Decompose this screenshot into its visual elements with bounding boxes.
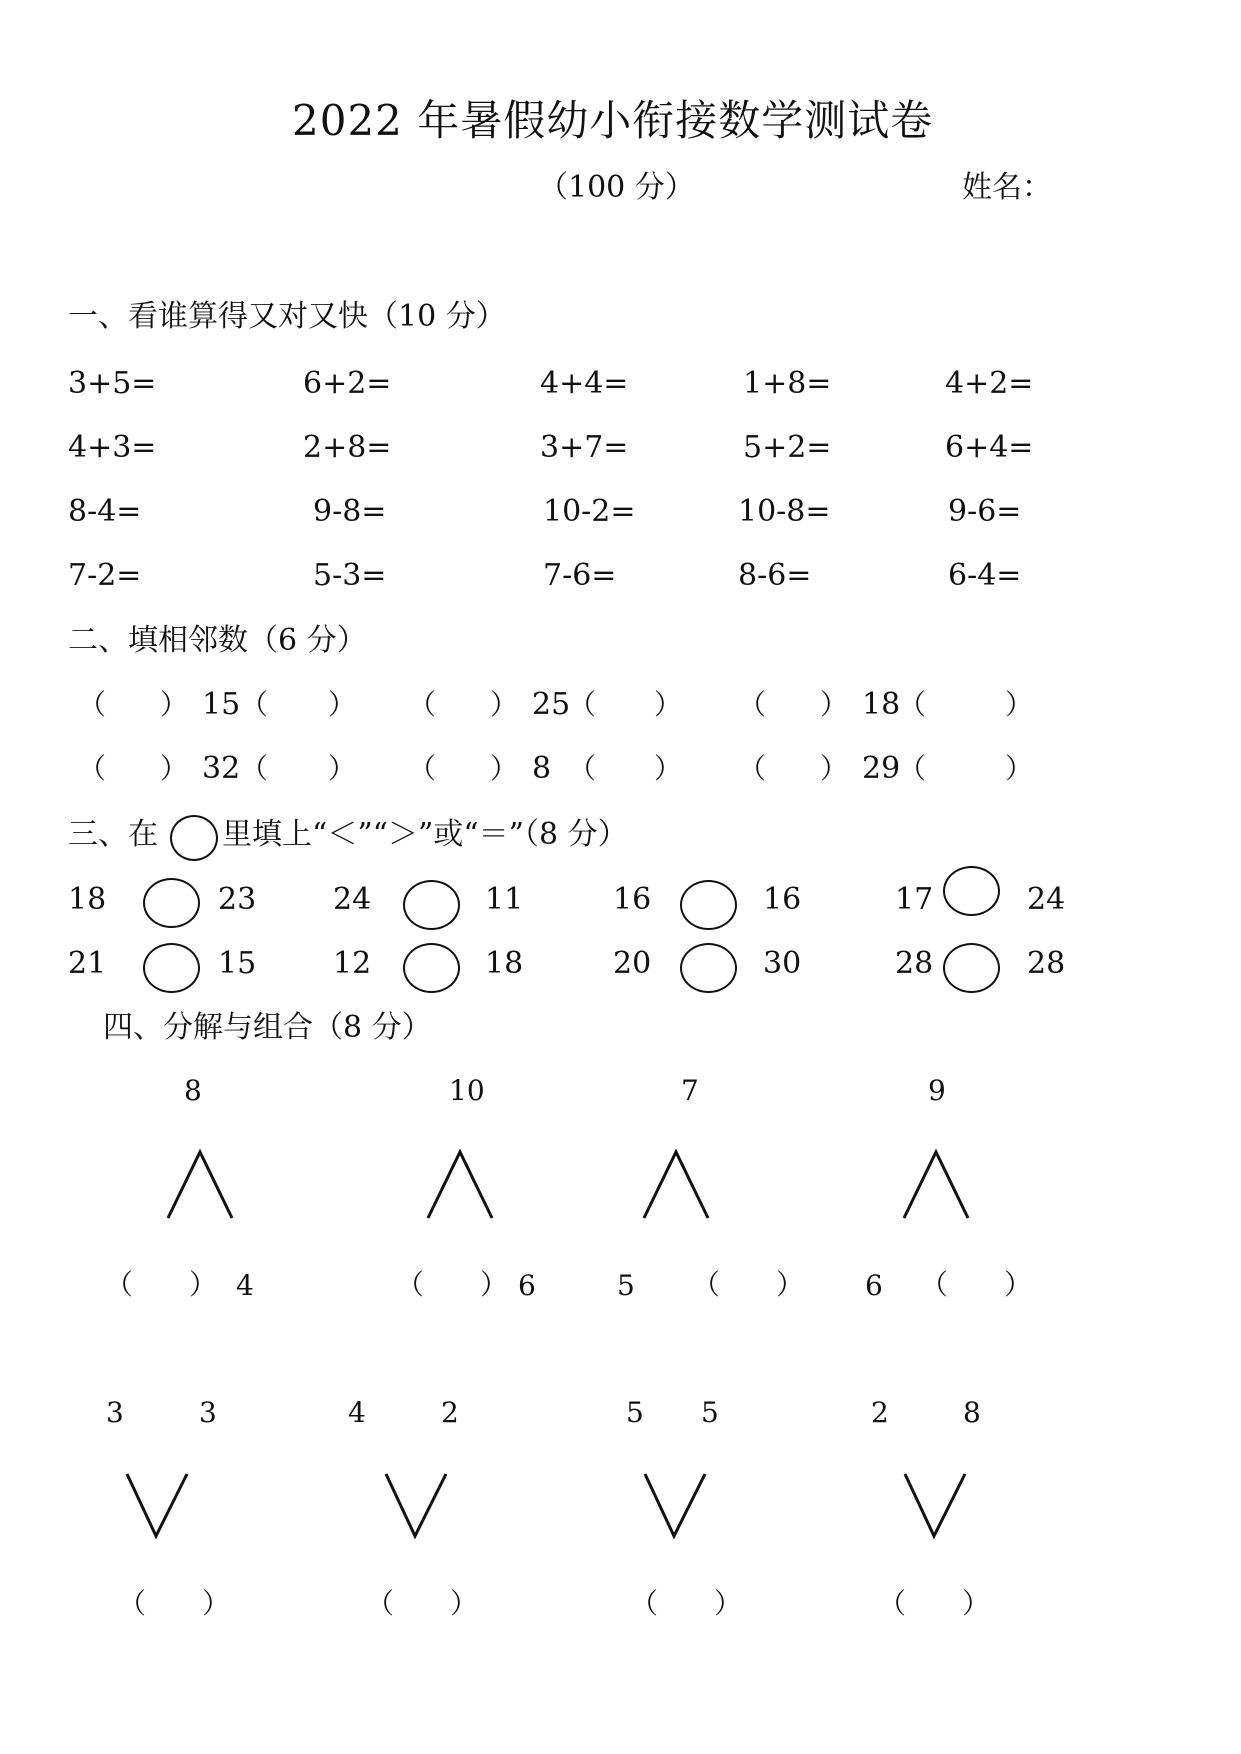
compare-left: 16: [613, 882, 652, 917]
split-lines-icon: [896, 1148, 976, 1220]
compose-left-part: 3: [106, 1396, 124, 1429]
paren-close: ）: [328, 752, 357, 785]
answer-blank[interactable]: [270, 686, 330, 726]
paren-open: （: [240, 752, 269, 785]
compose-total-blank[interactable]: （ ）: [878, 1587, 991, 1620]
problem-1-1: 3+5=: [68, 366, 157, 401]
adjacent-number: 15: [202, 687, 241, 722]
decompose-total: 7: [681, 1074, 699, 1107]
paren-close: ）: [820, 688, 849, 721]
paren-open: （: [898, 688, 927, 721]
compare-right: 18: [485, 946, 524, 981]
problem-1-3: 4+4=: [540, 366, 629, 401]
compose-left-part: 2: [871, 1396, 889, 1429]
split-lines-icon: [420, 1148, 500, 1220]
heading-circle-icon: [170, 815, 218, 861]
paren-open: （: [408, 752, 437, 785]
paren-close: ）: [654, 688, 683, 721]
compare-circle[interactable]: [403, 943, 460, 993]
page-title: 2022 年暑假幼小衔接数学测试卷: [292, 96, 934, 145]
decompose-left-part[interactable]: （ ）: [105, 1268, 218, 1301]
paren-open: （: [78, 688, 107, 721]
answer-blank[interactable]: [598, 686, 658, 726]
decompose-right-part: 6: [518, 1269, 536, 1302]
name-label: 姓名：: [962, 170, 1052, 205]
problem-3-1: 8-4=: [68, 494, 142, 529]
compare-circle[interactable]: [143, 943, 200, 993]
compose-right-part: 2: [441, 1396, 459, 1429]
paren-open: （: [240, 688, 269, 721]
problem-4-1: 7-2=: [68, 558, 142, 593]
compare-circle[interactable]: [943, 866, 1000, 916]
problem-4-2: 5-3=: [313, 558, 387, 593]
compare-right: 11: [485, 882, 524, 917]
merge-lines-icon: [640, 1468, 710, 1540]
problem-2-2: 2+8=: [303, 430, 392, 465]
merge-lines-icon: [381, 1468, 451, 1540]
decompose-right-part[interactable]: （ ）: [692, 1268, 805, 1301]
compare-circle[interactable]: [680, 880, 737, 930]
answer-blank[interactable]: [105, 750, 165, 790]
answer-blank[interactable]: [935, 686, 995, 726]
decompose-total: 9: [928, 1074, 946, 1107]
compare-circle[interactable]: [403, 880, 460, 930]
paren-close: ）: [820, 752, 849, 785]
compare-left: 21: [68, 946, 107, 981]
compose-right-part: 3: [199, 1396, 217, 1429]
problem-2-4: 5+2=: [743, 430, 832, 465]
split-lines-icon: [636, 1148, 716, 1220]
decompose-total: 10: [449, 1074, 485, 1107]
paren-open: （: [568, 688, 597, 721]
section3-heading-end: 里填上“＜”“＞”或“＝”（8 分）: [222, 817, 628, 852]
paren-close: ）: [328, 688, 357, 721]
compose-total-blank[interactable]: （ ）: [630, 1587, 743, 1620]
problem-3-2: 9-8=: [313, 494, 387, 529]
compare-left: 17: [895, 882, 934, 917]
name-field[interactable]: [1050, 170, 1200, 208]
problem-3-4: 10-8=: [738, 494, 831, 529]
paren-open: （: [738, 688, 767, 721]
paren-close: ）: [1005, 752, 1034, 785]
compare-left: 18: [68, 882, 107, 917]
problem-1-2: 6+2=: [303, 366, 392, 401]
merge-lines-icon: [122, 1468, 192, 1540]
compare-left: 20: [613, 946, 652, 981]
answer-blank[interactable]: [105, 686, 165, 726]
compare-left: 12: [333, 946, 372, 981]
adjacent-number: 25: [532, 687, 571, 722]
problem-4-5: 6-4=: [948, 558, 1022, 593]
section1-heading: 一、看谁算得又对又快（10 分）: [68, 299, 506, 334]
compare-right: 24: [1027, 882, 1066, 917]
compare-circle[interactable]: [943, 943, 1000, 993]
problem-2-3: 3+7=: [540, 430, 629, 465]
compare-left: 28: [895, 946, 934, 981]
problem-1-5: 4+2=: [945, 366, 1034, 401]
answer-blank[interactable]: [438, 750, 498, 790]
split-lines-icon: [160, 1148, 240, 1220]
compose-left-part: 4: [348, 1396, 366, 1429]
problem-3-3: 10-2=: [543, 494, 636, 529]
merge-lines-icon: [900, 1468, 970, 1540]
answer-blank[interactable]: [270, 750, 330, 790]
total-score: （100 分）: [538, 170, 695, 205]
answer-blank[interactable]: [935, 750, 995, 790]
paren-close: ）: [1005, 688, 1034, 721]
paren-close: ）: [160, 752, 189, 785]
problem-4-4: 8-6=: [738, 558, 812, 593]
compose-left-part: 5: [626, 1396, 644, 1429]
compose-right-part: 8: [963, 1396, 981, 1429]
paren-close: ）: [160, 688, 189, 721]
adjacent-number: 18: [862, 687, 901, 722]
paren-close: ）: [490, 752, 519, 785]
decompose-right-part[interactable]: （ ）: [920, 1268, 1033, 1301]
compose-total-blank[interactable]: （ ）: [118, 1587, 231, 1620]
answer-blank[interactable]: [768, 750, 828, 790]
compare-right: 16: [763, 882, 802, 917]
section3-heading-start: 三、在: [68, 817, 158, 852]
paren-open: （: [898, 752, 927, 785]
adjacent-number: 32: [202, 751, 241, 786]
paren-open: （: [78, 752, 107, 785]
problem-4-3: 7-6=: [543, 558, 617, 593]
compare-right: 15: [218, 946, 257, 981]
problem-2-5: 6+4=: [945, 430, 1034, 465]
paren-close: ）: [654, 752, 683, 785]
decompose-right-part: 4: [236, 1269, 254, 1302]
paren-open: （: [568, 752, 597, 785]
decompose-left-part: 5: [617, 1269, 635, 1302]
section2-heading: 二、填相邻数（6 分）: [68, 623, 367, 658]
adjacent-number: 29: [862, 751, 901, 786]
compare-right: 23: [218, 882, 257, 917]
problem-3-5: 9-6=: [948, 494, 1022, 529]
decompose-left-part[interactable]: （ ）: [396, 1268, 509, 1301]
compare-circle[interactable]: [680, 943, 737, 993]
adjacent-number: 8: [532, 751, 552, 786]
compare-circle[interactable]: [143, 878, 200, 928]
decompose-left-part: 6: [865, 1269, 883, 1302]
paren-open: （: [408, 688, 437, 721]
compare-right: 30: [763, 946, 802, 981]
paren-open: （: [738, 752, 767, 785]
compose-right-part: 5: [701, 1396, 719, 1429]
decompose-total: 8: [184, 1074, 202, 1107]
paren-close: ）: [490, 688, 519, 721]
problem-1-4: 1+8=: [743, 366, 832, 401]
answer-blank[interactable]: [768, 686, 828, 726]
answer-blank[interactable]: [598, 750, 658, 790]
compose-total-blank[interactable]: （ ）: [366, 1587, 479, 1620]
compare-left: 24: [333, 882, 372, 917]
section4-heading: 四、分解与组合（8 分）: [103, 1010, 432, 1045]
compare-right: 28: [1027, 946, 1066, 981]
answer-blank[interactable]: [438, 686, 498, 726]
problem-2-1: 4+3=: [68, 430, 157, 465]
